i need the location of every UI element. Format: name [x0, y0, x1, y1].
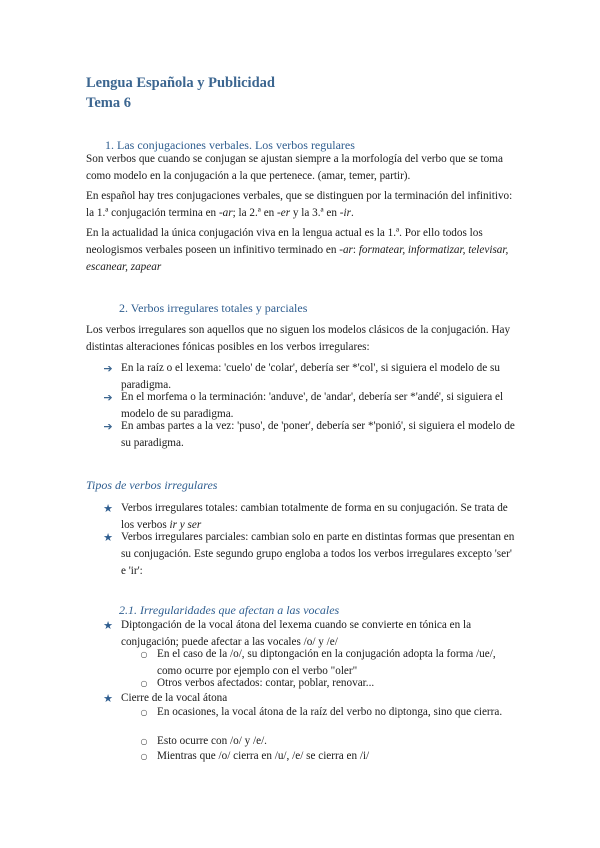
section2-intro: Los verbos irregulares son aquellos que no siguen los modelos clásicos de la conjugación. Hay distintas alteraciones fónicas posibles en los verbos irregulares: [86, 324, 511, 353]
circle-bullet-icon: ○ [140, 752, 148, 761]
circle-bullet-icon: ○ [140, 737, 148, 746]
circle-bullet-icon: ○ [140, 650, 148, 659]
section2-heading: 2. Verbos irregulares totales y parciales [119, 301, 308, 315]
star-icon: ★ [103, 619, 113, 632]
document-page: Lengua Española y Publicidad Tema 6 1. Las conjugaciones verbales. Los verbos regulares Son verbos que cuando se conjugan se ajustan siempre a la morfología del verbo que se toma como modelo en la conjugación a la que pertenece. (amar, temer, partir). En español hay tres conjugaciones verbales, que se distinguen por la terminación del infinitivo: la 1.ª conjugación termina en -ar; la 2.ª en -er y la 3.ª en -ir. En la actualidad la única conjugación viva en la lengua actual es la 1.ª. Por ello todos los neologismos verbales poseen un infinitivo terminado en -ar: formatear, informatizar, televisar, escanear, zapear 2. Verbos irregulares totales y parciales Los verbos irregulares son aquellos que no siguen los modelos clásicos de la conjugación. Hay distintas alteraciones fónicas posibles en los verbos irregulares: ➔ En la raíz o el lexema: 'cuelo' de 'colar', debería ser *'col', si siguiera el modelo de su paradigma. ➔ En el morfema o la terminación: 'anduve', de 'andar', debería ser *'andé', si siguiera el modelo de su paradigma. ➔ En ambas partes a la vez: 'puso', de 'poner', debería ser *'ponió', si siguiera el modelo de su paradigma. Tipos de verbos irregulares ★ Verbos irregulares totales: cambian totalmente de forma en su conjugación. Se trata de los verbos ir y ser ★ Verbos irregulares parciales: cambian solo en parte en distintas formas que presentan en su conjugación. Este segundo grupo engloba a todos los verbos irregulares excepto 'ser' e 'ir': 2.1. Irregularidades que afectan a las vocales ★ Diptongación de la vocal átona del lexema cuando se convierte en tónica en la conjugación; puede afectar a las vocales /o/ y /e/ ○ En el caso de la /o/, su diptongación en la conjugación adopta la forma /ue/, como ocurre por ejemplo con el verbo "oler" ○ Otros verbos afectados: contar, poblar, renovar... ★ Cierre de la vocal átona ○ En ocasiones, la vocal átona de la raíz del verbo no diptonga, sino que cierra. ○ Esto ocurre con /o/ y /e/. ○ Mientras que /o/ cierra en /u/, /e/ se cierra en /i/ [0, 0, 600, 848]
document-title: Lengua Española y Publicidad [86, 75, 275, 91]
circle-bullet-icon: ○ [140, 708, 148, 717]
types-heading: Tipos de verbos irregulares [86, 478, 218, 492]
section1-heading: 1. Las conjugaciones verbales. Los verbos regulares [105, 138, 355, 152]
arrow-icon: ➔ [103, 362, 113, 375]
subsection-heading: 2.1. Irregularidades que afectan a las vocales [119, 603, 340, 617]
arrow-icon: ➔ [103, 420, 113, 433]
circle-bullet-icon: ○ [140, 679, 148, 688]
section1-paragraph-3: En la actualidad la única conjugación viva en la lengua actual es la 1.ª. Por ello todos los neologismos verbales poseen un infinitivo terminado en -ar: formatear, informatizar, televisar, escanear, zapear [86, 227, 509, 273]
star-icon: ★ [103, 502, 113, 515]
star-icon: ★ [103, 531, 113, 544]
arrow-icon: ➔ [103, 391, 113, 404]
document-subtitle: Tema 6 [86, 95, 131, 111]
star-icon: ★ [103, 692, 113, 705]
section1-paragraph-2: En español hay tres conjugaciones verbales, que se distinguen por la terminación del infinitivo: la 1.ª conjugación termina en -ar; la 2.ª en -er y la 3.ª en -ir. [86, 190, 513, 219]
section1-paragraph-1: Son verbos que cuando se conjugan se ajustan siempre a la morfología del verbo que se toma como modelo en la conjugación a la que pertenece. (amar, temer, partir). [86, 153, 503, 182]
